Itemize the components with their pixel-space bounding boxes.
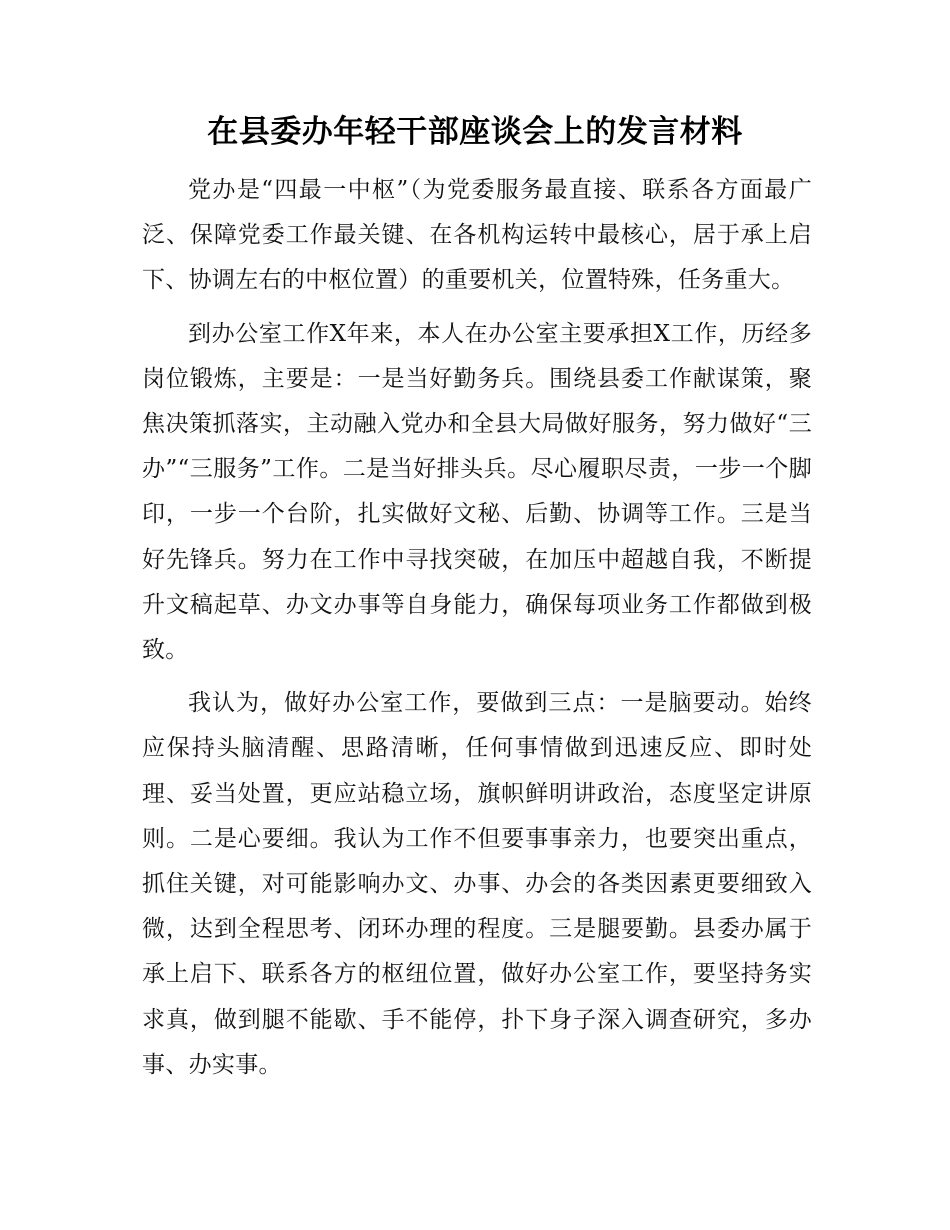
paragraph-work-experience: 到办公室工作X年来，本人在办公室主要承担X工作，历经多岗位锻炼，主要是：一是当好勤务兵。围绕县委工作献谋策，聚焦决策抓落实，主动融入党办和全县大局做好服务，努力做好“三办”“三服务”工作。二是当好排头兵。尽心履职尽责，一步一个脚印，一步一个台阶，扎实做好文秘、后勤、协调等工作。三是当好先锋兵。努力在工作中寻找突破，在加压中超越自我，不断提升文稿起草、办文办事等自身能力，确保每项业务工作都做到极致。 [142, 320, 812, 664]
paragraph-three-points: 我认为，做好办公室工作，要做到三点：一是脑要动。始终应保持头脑清醒、思路清晰，任何事情做到迅速反应、即时处理、妥当处置，更应站稳立场，旗帜鲜明讲政治，态度坚定讲原则。二是心要细。我认为工作不但要事事亲力，也要突出重点，抓住关键，对可能影响办文、办事、办会的各类因素更要细致入微，达到全程思考、闭环办理的程度。三是腿要勤。县委办属于承上启下、联系各方的枢纽位置，做好办公室工作，要坚持务实求真，做到腿不能歇、手不能停，扑下身子深入调查研究，多办事、办实事。 [142, 690, 812, 1078]
paragraph-intro: 党办是“四最一中枢”（为党委服务最直接、联系各方面最广泛、保障党委工作最关键、在各机构运转中最核心，居于承上启下、协调左右的中枢位置）的重要机关，位置特殊，任务重大。 [142, 177, 812, 294]
document-title: 在县委办年轻干部座谈会上的发言材料 [207, 114, 743, 150]
document-body [142, 168, 812, 1088]
